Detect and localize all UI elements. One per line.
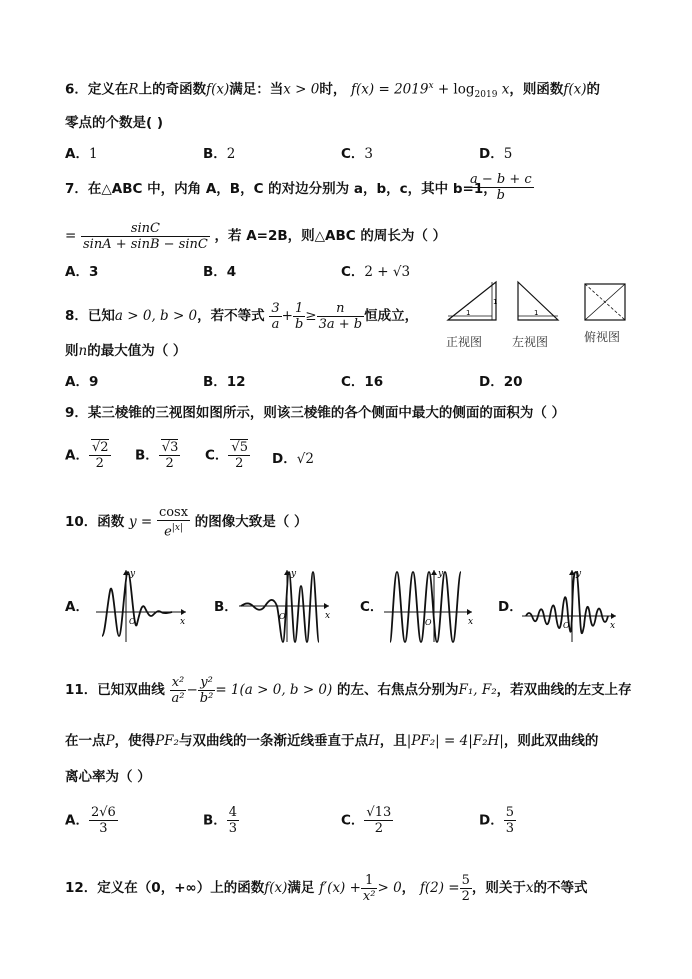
front-view-figure: [446, 280, 502, 324]
q6-option-c: C．3: [341, 146, 374, 162]
q8-line2: 则n的最大值为（ ）: [65, 343, 187, 359]
svg-text:y: y: [130, 569, 136, 579]
q11-option-a: A． $\frac{2√6}{3}$: [65, 805, 116, 836]
q11-line2: 在一点P，使得PF₂与双曲线的一条渐近线垂直于点H，且|PF₂| = 4|F₂H|，则此双曲线的: [65, 733, 599, 749]
q10-graph-d: [518, 566, 622, 646]
q11-line3: 离心率为（ ）: [65, 769, 151, 785]
q10-option-c-label: C．: [360, 599, 384, 615]
q6-line1: 6．定义在R上的奇函数f(x)满足：当x > 0时， $f(x) = 2019^x + \log_{2019} x$，则函数f(x)的: [65, 81, 600, 101]
svg-text:1: 1: [466, 309, 471, 317]
q8-option-c: C．16: [341, 374, 384, 390]
side-view-label: 左视图: [512, 335, 549, 349]
q10-option-d-label: D．: [498, 599, 523, 615]
q11-line1: 11．已知双曲线 $\frac{\text{x²}}{\text{a²}}$ − $\frac{\text{y²}}{\text{b²}}$ = 1(a > 0, b > 0) 的左、右焦点分别为F₁, F₂，若双曲线的左支上存: [65, 674, 632, 706]
q8-option-b: B．12: [203, 374, 246, 390]
svg-text:y: y: [576, 569, 582, 579]
svg-text:x: x: [468, 617, 474, 627]
q9-option-a: A． $\frac{√2}{2}$: [65, 440, 109, 471]
q6-option-d: D．5: [479, 146, 513, 162]
top-view-label: 俯视图: [584, 330, 621, 344]
q7-option-a: A．3: [65, 264, 99, 280]
q8-number: 8．: [65, 308, 88, 324]
side-view-figure: [514, 280, 562, 324]
q7-frac-abc: $\frac{a - b + c}{b}$: [470, 172, 532, 203]
q12-line1: 12．定义在（0，+∞）上的函数f(x)满足 f′(x) + $\frac{1}{\text{x²}}$ > 0， f(2) = $\frac{5}{2}$ ，则关于x的不等式: [65, 872, 588, 904]
q10-graph-b: [235, 566, 335, 646]
q11-number: 11．: [65, 682, 98, 698]
svg-text:O: O: [279, 612, 286, 621]
q8-option-a: A．9: [65, 374, 99, 390]
q10-line1: 10．函数 y = $\frac{\cos x}{e^{|x|}}$ 的图像大致是（ ）: [65, 504, 308, 540]
svg-text:O: O: [563, 621, 570, 630]
q6-option-b: B．2: [203, 146, 236, 162]
svg-text:x: x: [180, 617, 186, 627]
q9-option-b: B． $\frac{√3}{2}$: [135, 440, 179, 471]
q7-line1: 7．在△ABC 中，内角 A，B，C 的对边分别为 a，b，c，其中 b=1，: [65, 181, 497, 197]
q6-option-a: A．1: [65, 146, 98, 162]
svg-text:x: x: [325, 611, 331, 621]
q7-option-b: B．4: [203, 264, 237, 280]
q11-option-b: B． $\frac{4}{3}$: [203, 805, 238, 836]
q7-line2: = $\frac{\sin C}{\sin A + \sin B - \sin C}$ ，若 A=2B，则△ABC 的周长为（ ）: [65, 220, 447, 252]
svg-text:y: y: [291, 569, 297, 579]
svg-text:1: 1: [534, 309, 539, 317]
q9-option-d: D．√2: [272, 451, 314, 467]
q10-option-b-label: B．: [214, 599, 238, 615]
q11-option-d: D． $\frac{5}{3}$: [479, 805, 514, 836]
q9-line1: 9．某三棱锥的三视图如图所示，则该三棱锥的各个侧面中最大的侧面的面积为（ ）: [65, 405, 566, 421]
q8-line1: 8．已知a > 0, b > 0，若不等式 $\frac{3}{a}$ + $\frac{1}{b}$ ≥ $\frac{n}{3a + b}$ 恒成立，: [65, 300, 419, 332]
q6-line2: 零点的个数是( ): [65, 115, 164, 131]
q10-number: 10．: [65, 514, 98, 530]
q10-option-a-label: A．: [65, 599, 89, 615]
q7-frac-sin: $\frac{\sin C}{\sin A + \sin B - \sin C}$: [83, 220, 208, 252]
q9-number: 9．: [65, 405, 88, 421]
top-view-figure: [584, 283, 628, 323]
q10-graph-a: [92, 566, 192, 646]
q8-option-d: D．20: [479, 374, 523, 390]
q7-number: 7．: [65, 181, 88, 197]
q7-option-c: C．2 + √3: [341, 264, 411, 280]
svg-text:O: O: [425, 618, 432, 627]
svg-text:x: x: [610, 621, 616, 631]
front-view-label: 正视图: [446, 335, 483, 349]
q9-option-c: C． $\frac{√5}{2}$: [205, 440, 248, 471]
q10-graph-c: [380, 566, 480, 646]
svg-text:y: y: [438, 569, 444, 579]
q6-number: 6．: [65, 81, 88, 98]
q11-option-c: C． $\frac{√13}{2}$: [341, 805, 392, 836]
q12-number: 12．: [65, 880, 98, 896]
svg-text:1: 1: [493, 298, 498, 306]
svg-text:O: O: [129, 617, 136, 626]
